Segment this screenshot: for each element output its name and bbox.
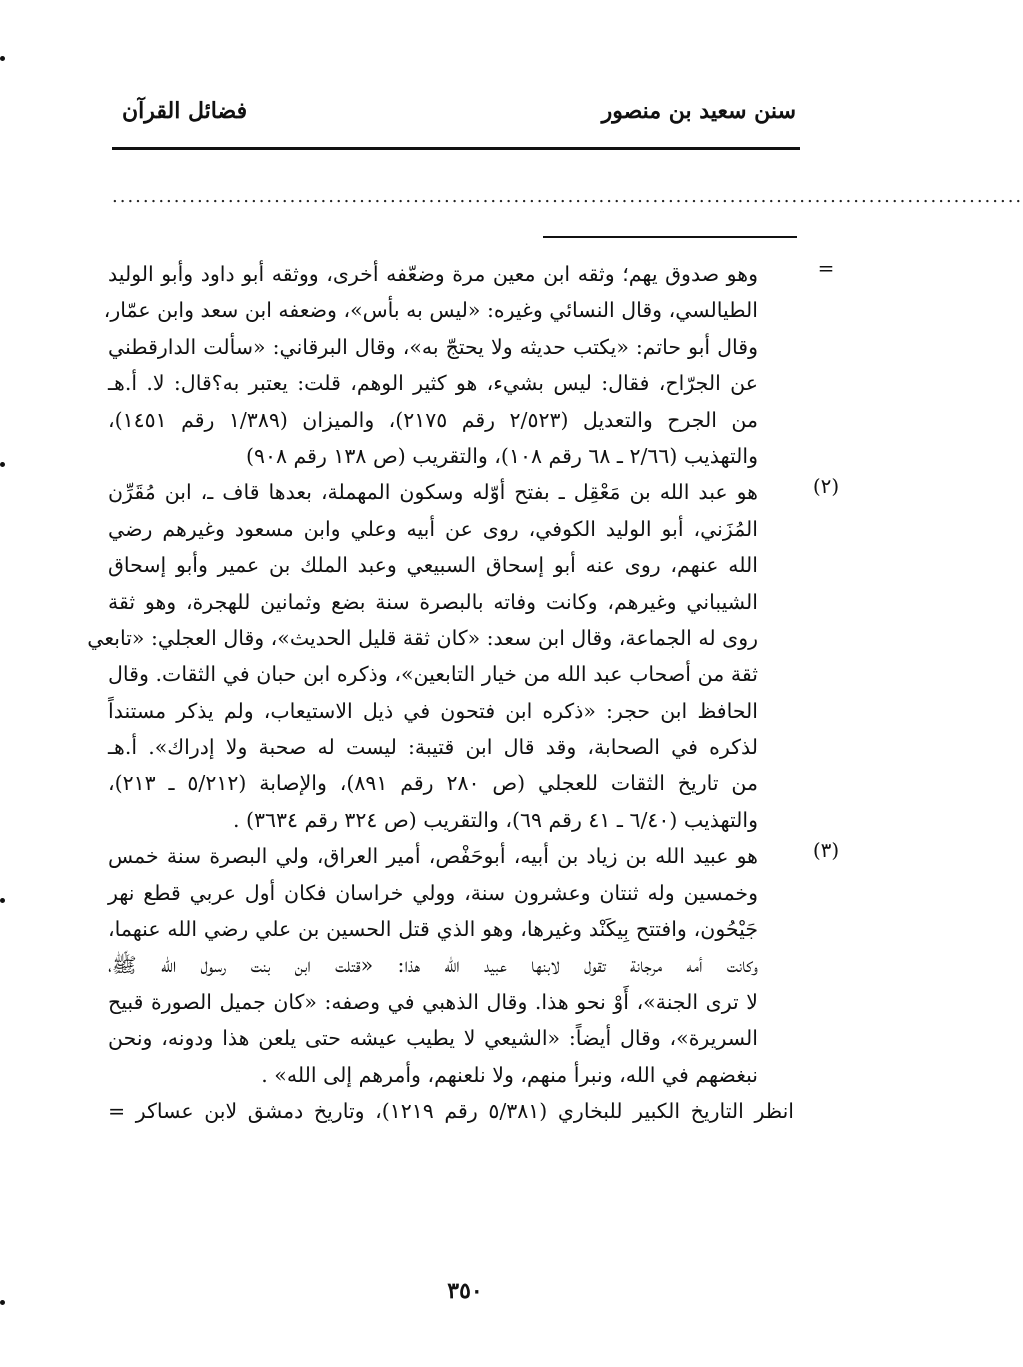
footnote-line: جَيْحُون، وافتتح بِيكَنْد وغيرها، وهو الذي قتل الحسين بن علي رضي الله عنهما، — [108, 917, 758, 942]
scan-speck — [0, 462, 5, 467]
footnote-line: ثقة من أصحاب عبد الله من خيار التابعين»، وذكره ابن حبان في الثقات. وقال — [108, 662, 758, 687]
page-number: ٣٥٠ — [447, 1278, 483, 1304]
book-title: سنن سعيد بن منصور — [601, 98, 796, 124]
footnote-line: السريرة»، وقال أيضاً: «الشيعي لا يطيب عيشه حتى يلعن هذا ودونه، ونحن — [108, 1026, 758, 1051]
scan-speck — [0, 898, 5, 903]
footnote-line: الله عنهم، روى عنه أبو إسحاق السبيعي وعبد الملك بن عمير وأبو إسحاق — [108, 553, 758, 578]
footnote-continued — [103, 256, 835, 474]
footnote-3 — [108, 838, 840, 1093]
footnote-line: الشيباني وغيرهم، وكانت وفاته بالبصرة سنة بضع وثمانين للهجرة، وهو ثقة — [108, 589, 758, 614]
footnote-line: وكانت أمه مرجانة تقول لابنها عبيد الله هذا: «قتلت ابن بنت رسول الله ﷺ، — [108, 953, 758, 978]
footnote-marker: (٣) — [812, 838, 840, 863]
footnote-line: هو عبد الله بن مَعْقِل ـ بفتح أوّله وسكون المهملة، بعدها قاف ـ، ابن مُقَرِّن — [108, 480, 758, 505]
running-header — [110, 98, 800, 132]
footnote-line: هو عبيد الله بن زياد بن أبيه، أبوحَفْص، أمير العراق، ولي البصرة سنة خمس — [108, 844, 758, 869]
footnote-line: وخمسين وله ثنتان وعشرون سنة، وولي خراسان فكان أول عربي قطع نهر — [108, 880, 758, 905]
footnote-continuation — [108, 1093, 808, 1129]
footnote-line: والتهذيب (٦/٤٠ ـ ٤١ رقم ٦٩)، والتقريب (ص ٣٢٤ رقم ٣٦٣٤) . — [232, 807, 758, 832]
footnote-line: الطيالسي، وقال النسائي وغيره: «ليس به بأس»، وضعفه ابن سعد وابن عمّار، — [103, 298, 758, 323]
section-title: فضائل القرآن — [122, 98, 248, 124]
footnote-line: عن الجرّاح، فقال: ليس بشيء، هو كثير الوهم، قلت: يعتبر به؟قال: لا. أ.هـ — [108, 371, 758, 396]
footnote-line: نبغضهم في الله، ونبرأ منهم، ولا نلعنهم، وأمرهم إلى الله» . — [261, 1062, 758, 1087]
footnote-marker: = — [817, 256, 835, 280]
footnote-line: المُزَني، أبو الوليد الكوفي، روى عن أبيه وعلي وابن مسعود وغيرهم رضي — [108, 516, 758, 541]
header-rule — [112, 147, 800, 150]
footnote-line: من الجرح والتعديل (٢/٥٢٣ رقم ٢١٧٥)، والميزان (١/٣٨٩ رقم ١٤٥١)، — [108, 407, 758, 432]
footnote-line: والتهذيب (٢/٦٦ ـ ٦٨ رقم ١٠٨)، والتقريب (ص ١٣٨ رقم ٩٠٨) — [245, 443, 758, 468]
footnote-line: من تاريخ الثقات للعجلي (ص ٢٨٠ رقم ٨٩١)، والإصابة (٥/٢١٢ ـ ٢١٣)، — [108, 771, 758, 796]
footnote-separator — [543, 236, 797, 238]
footnote-line: الحافظ ابن حجر: «ذكره ابن فتحون في ذيل الاستيعاب، ولم يذكر مستنداً — [108, 698, 758, 723]
footnote-line: وهو صدوق يهم؛ وثقه ابن معين مرة وضعّفه أخرى، ووثقه أبو داود وأبو الوليد — [108, 262, 758, 286]
scan-speck — [0, 56, 5, 61]
footnote-line: لذكره في الصحابة، وقد قال ابن قتيبة: ليست له صحبة ولا إدراك». أ.هـ — [108, 735, 758, 760]
elided-text-dots: ...................................................................................................................... — [112, 186, 1023, 207]
footnote-line: وقال أبو حاتم: «يكتب حديثه ولا يحتجّ به»، وقال البرقاني: «سألت الدارقطني — [108, 334, 758, 359]
footnote-marker: (٢) — [812, 474, 840, 499]
footnotes — [87, 256, 840, 1129]
footnote-line: لا ترى الجنة»، أَوْ نحو هذا. وقال الذهبي في وصفه: «كان جميل الصورة قبيح — [108, 989, 758, 1014]
continuation-line: انظر التاريخ الكبير للبخاري (٥/٣٨١ رقم ١٢١٩)، وتاريخ دمشق لابن عساكر = — [108, 1098, 794, 1123]
footnote-2 — [87, 474, 840, 838]
scan-speck — [0, 1300, 5, 1305]
footnote-line: روى له الجماعة، وقال ابن سعد: «كان ثقة قليل الحديث»، وقال العجلي: «تابعي — [87, 625, 758, 650]
